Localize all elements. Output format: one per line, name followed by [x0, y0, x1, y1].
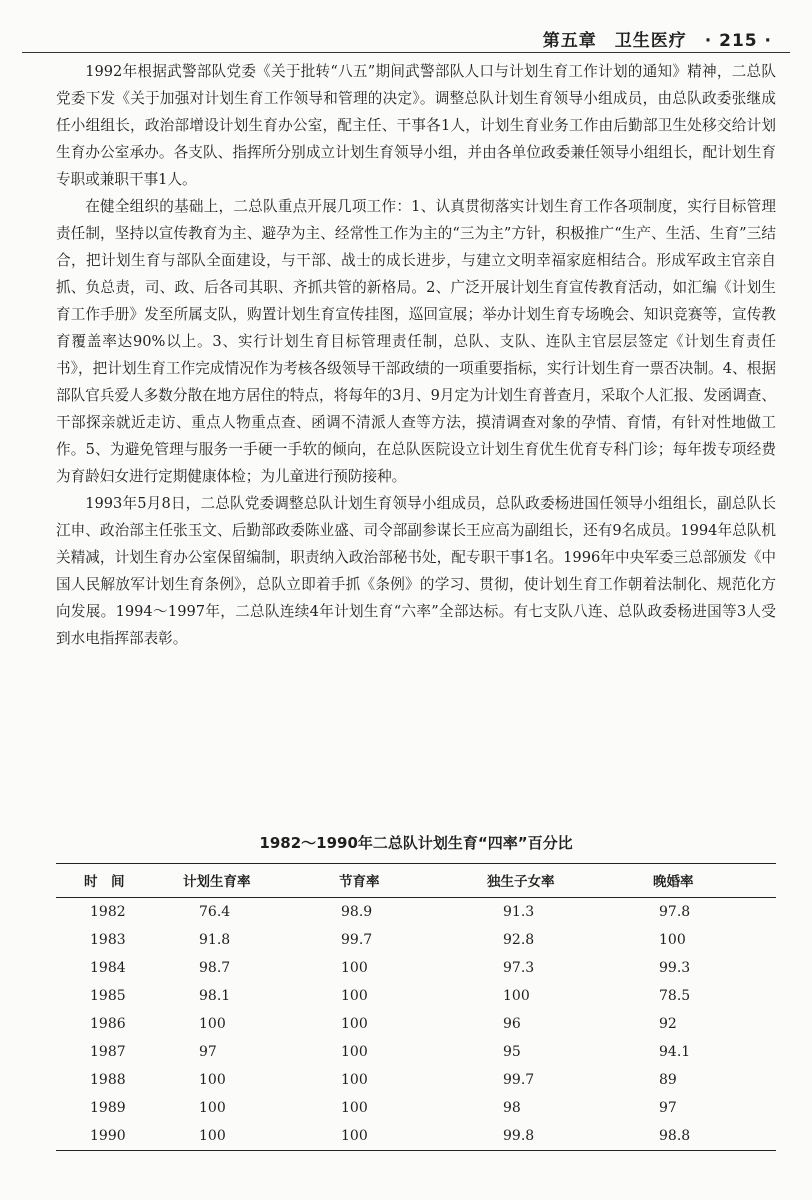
table-cell: 100 [341, 1044, 368, 1060]
table-cell: 100 [341, 1072, 368, 1088]
table-cell: 76.4 [199, 904, 231, 920]
column-header-only-child-rate: 独生子女率 [461, 864, 611, 898]
table-cell: 100 [341, 1100, 368, 1116]
table-cell: 100 [503, 988, 530, 1004]
paragraph: 在健全组织的基础上，二总队重点开展几项工作：1、认真贯彻落实计划生育工作各项制度，实行目标管理责任制，坚持以宣传教育为主、避孕为主、经常性工作为主的“三为主”方针，积极推广“生产、生活、生育”三结合，把计划生育与部队全面建设，与干部、战士的成长进步，与建立文明幸福家庭相结合。形成军政主官亲自抓、负总责，司、政、后各司其职、齐抓共管的新格局。2、广泛开展计划生育宣传教育活动，如汇编《计划生育工作手册》发至所属支队，购置计划生育宣传挂图，巡回宣展；举办计划生育专场晚会、知识竞赛等，宣传教育覆盖率达90%以上。3、实行计划生育目标管理责任制，总队、支队、连队主官层层签定《计划生育责任书》，把计划生育工作完成情况作为考核各级领导干部政绩的一项重要指标，实行计划生育一票否决制。4、根据部队官兵爱人多数分散在地方居住的特点，将每年的3月、9月定为计划生育普查月，采取个人汇报、发函调查、干部探亲就近走访、重点人物重点查、函调不清派人查等方法，摸清调查对象的孕情、育情，有针对性地做工作。5、为避免管理与服务一手硬一手软的倾向，在总队医院设立计划生育优生优育专科门诊；每年拨专项经费为育龄妇女进行定期健康体检；为儿童进行预防接种。 [56, 198, 776, 485]
table-cell: 99.7 [503, 1072, 535, 1088]
table-row [56, 954, 776, 982]
table-cell: 97 [199, 1044, 217, 1060]
table-cell: 97.3 [503, 960, 535, 976]
table-row [56, 1122, 776, 1151]
page-header [22, 12, 790, 53]
table-cell: 98.7 [199, 960, 231, 976]
table-cell: 95 [503, 1044, 521, 1060]
running-header: 第五章 卫生医疗 · 215 · [542, 31, 772, 51]
table-cell: 1989 [90, 1100, 126, 1116]
table-cell: 100 [199, 1016, 226, 1032]
table-cell: 1985 [90, 988, 126, 1004]
table-cell: 89 [659, 1072, 677, 1088]
statistics-table [56, 863, 776, 1151]
table-cell: 100 [311, 1122, 461, 1151]
table-cell: 98.1 [199, 988, 231, 1004]
table-cell: 98.9 [341, 904, 373, 920]
column-header-late-marriage-rate: 晚婚率 [611, 864, 776, 898]
table-row [56, 982, 776, 1010]
table-cell: 100 [659, 932, 686, 948]
table-cell: 100 [341, 1016, 368, 1032]
table-cell: 78.5 [659, 988, 691, 1004]
statistics-table-block [56, 832, 776, 1151]
table-title: 1982～1990年二总队计划生育“四率”百分比 [259, 834, 573, 852]
table-cell: 100 [171, 1122, 311, 1151]
table-cell: 91.3 [503, 904, 535, 920]
table-cell: 96 [503, 1016, 521, 1032]
table-row [56, 926, 776, 954]
table-cell: 100 [199, 1100, 226, 1116]
table-cell: 1988 [90, 1072, 126, 1088]
table-cell: 98 [503, 1100, 521, 1116]
body-text [56, 58, 776, 652]
table-cell: 92.8 [503, 932, 535, 948]
table-cell: 100 [341, 988, 368, 1004]
column-header-planned-birth-rate: 计划生育率 [171, 864, 311, 898]
table-cell: 97.8 [659, 904, 691, 920]
table-cell: 1982 [90, 904, 126, 920]
table-cell: 99.8 [461, 1122, 611, 1151]
paragraph: 1992年根据武警部队党委《关于批转“八五”期间武警部队人口与计划生育工作计划的通知》精神，二总队党委下发《关于加强对计划生育工作领导和管理的决定》。调整总队计划生育领导小组成员，由总队政委张继成任小组组长，政治部增设计划生育办公室，配主任、干事各1人，计划生育业务工作由后勤部卫生处移交给计划生育办公室承办。各支队、指挥所分别成立计划生育领导小组，并由各单位政委兼任领导小组组长，配计划生育专职或兼职干事1人。 [56, 63, 776, 188]
table-row [56, 1066, 776, 1094]
table-cell: 97 [659, 1100, 677, 1116]
table-cell: 94.1 [659, 1044, 691, 1060]
table-header-row [56, 864, 776, 898]
table-cell: 1983 [90, 932, 126, 948]
table-row [56, 898, 776, 927]
table-cell: 98.8 [611, 1122, 776, 1151]
table-cell: 1986 [90, 1016, 126, 1032]
table-cell: 91.8 [199, 932, 231, 948]
column-header-year: 时 间 [56, 864, 171, 898]
table-row [56, 1038, 776, 1066]
table-cell: 92 [659, 1016, 677, 1032]
table-cell: 100 [341, 960, 368, 976]
column-header-contraception-rate: 节育率 [311, 864, 461, 898]
table-row [56, 1094, 776, 1122]
table-cell: 99.3 [659, 960, 691, 976]
table-cell: 1987 [90, 1044, 126, 1060]
table-cell: 100 [199, 1072, 226, 1088]
table-cell: 99.7 [341, 932, 373, 948]
table-cell: 1990 [56, 1122, 171, 1151]
paragraph: 1993年5月8日，二总队党委调整总队计划生育领导小组成员，总队政委杨进国任领导小组组长，副总队长江申、政治部主任张玉文、后勤部政委陈业盛、司令部副参谋长王应高为副组长，还有9名成员。1994年总队机关精减，计划生育办公室保留编制，职责纳入政治部秘书处，配专职干事1名。1996年中央军委三总部颁发《中国人民解放军计划生育条例》，总队立即着手抓《条例》的学习、贯彻，使计划生育工作朝着法制化、规范化方向发展。1994～1997年，二总队连续4年计划生育“六率”全部达标。有七支队八连、总队政委杨进国等3人受到水电指挥部表彰。 [56, 495, 776, 647]
table-row [56, 1010, 776, 1038]
table-cell: 1984 [90, 960, 126, 976]
